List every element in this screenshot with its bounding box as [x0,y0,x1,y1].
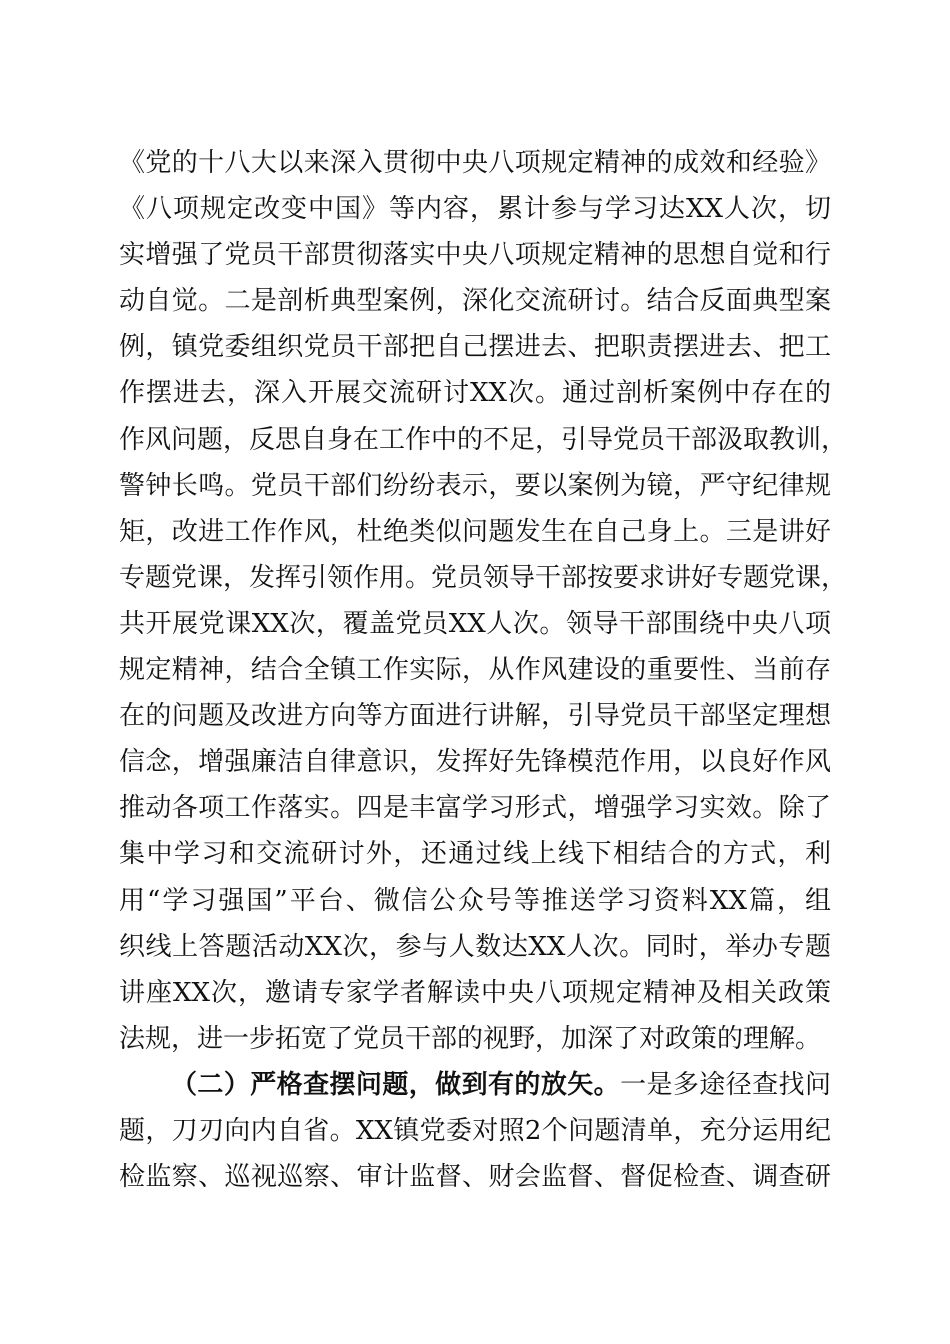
section-text: 一是多途径查找问 [620,1069,831,1100]
text-line: 讲座XX次，邀请专家学者解读中央八项规定精神及相关政策 [119,977,831,1008]
text-line: 作摆进去，深入开展交流研讨XX次。通过剖析案例中存在的 [119,378,831,409]
text-line: 动自觉。二是剖析典型案例，深化交流研讨。结合反面典型案 [119,286,831,317]
text-line: 在的问题及改进方向等方面进行讲解，引导党员干部坚定理想 [119,701,831,732]
text-line: 共开展党课XX次，覆盖党员XX人次。领导干部围绕中央八项 [119,608,831,639]
text-line: 织线上答题活动XX次，参与人数达XX人次。同时，举办专题 [119,931,831,962]
text-line: 用“学习强国”平台、微信公众号等推送学习资料XX篇，组 [119,885,831,916]
text-line: 作风问题，反思自身在工作中的不足，引导党员干部汲取教训， [119,424,848,455]
text-line: 例，镇党委组织党员干部把自己摆进去、把职责摆进去、把工 [119,332,831,363]
body-text [119,140,848,1200]
text-line: 警钟长鸣。党员干部们纷纷表示，要以案例为镜，严守纪律规 [119,470,831,501]
text-line: 实增强了党员干部贯彻落实中央八项规定精神的思想自觉和行 [119,240,831,271]
section-heading-line [119,1062,831,1108]
text-line: 信念，增强廉洁自律意识，发挥好先锋模范作用，以良好作风 [119,747,831,778]
text-line: 规定精神，结合全镇工作实际，从作风建设的重要性、当前存 [119,655,831,686]
text-line: 专题党课，发挥引领作用。党员领导干部按要求讲好专题党课， [119,562,848,593]
text-line: 集中学习和交流研讨外，还通过线上线下相结合的方式，利 [119,839,831,870]
text-line: 题，刀刃向内自省。XX镇党委对照2个问题清单，充分运用纪 [119,1115,831,1146]
text-line: 推动各项工作落实。四是丰富学习形式，增强学习实效。除了 [119,793,831,824]
section-heading: （二）严格查摆问题，做到有的放矢。 [171,1069,621,1100]
text-line: 法规，进一步拓宽了党员干部的视野，加深了对政策的理解。 [119,1023,822,1054]
text-line: 《党的十八大以来深入贯彻中央八项规定精神的成效和经验》 [119,148,831,178]
text-line: 矩，改进工作作风，杜绝类似问题发生在自己身上。三是讲好 [119,516,831,547]
text-line: 检监察、巡视巡察、审计监督、财会监督、督促检查、调查研 [119,1162,831,1193]
text-line: 《八项规定改变中国》等内容，累计参与学习达XX人次，切 [119,194,831,225]
